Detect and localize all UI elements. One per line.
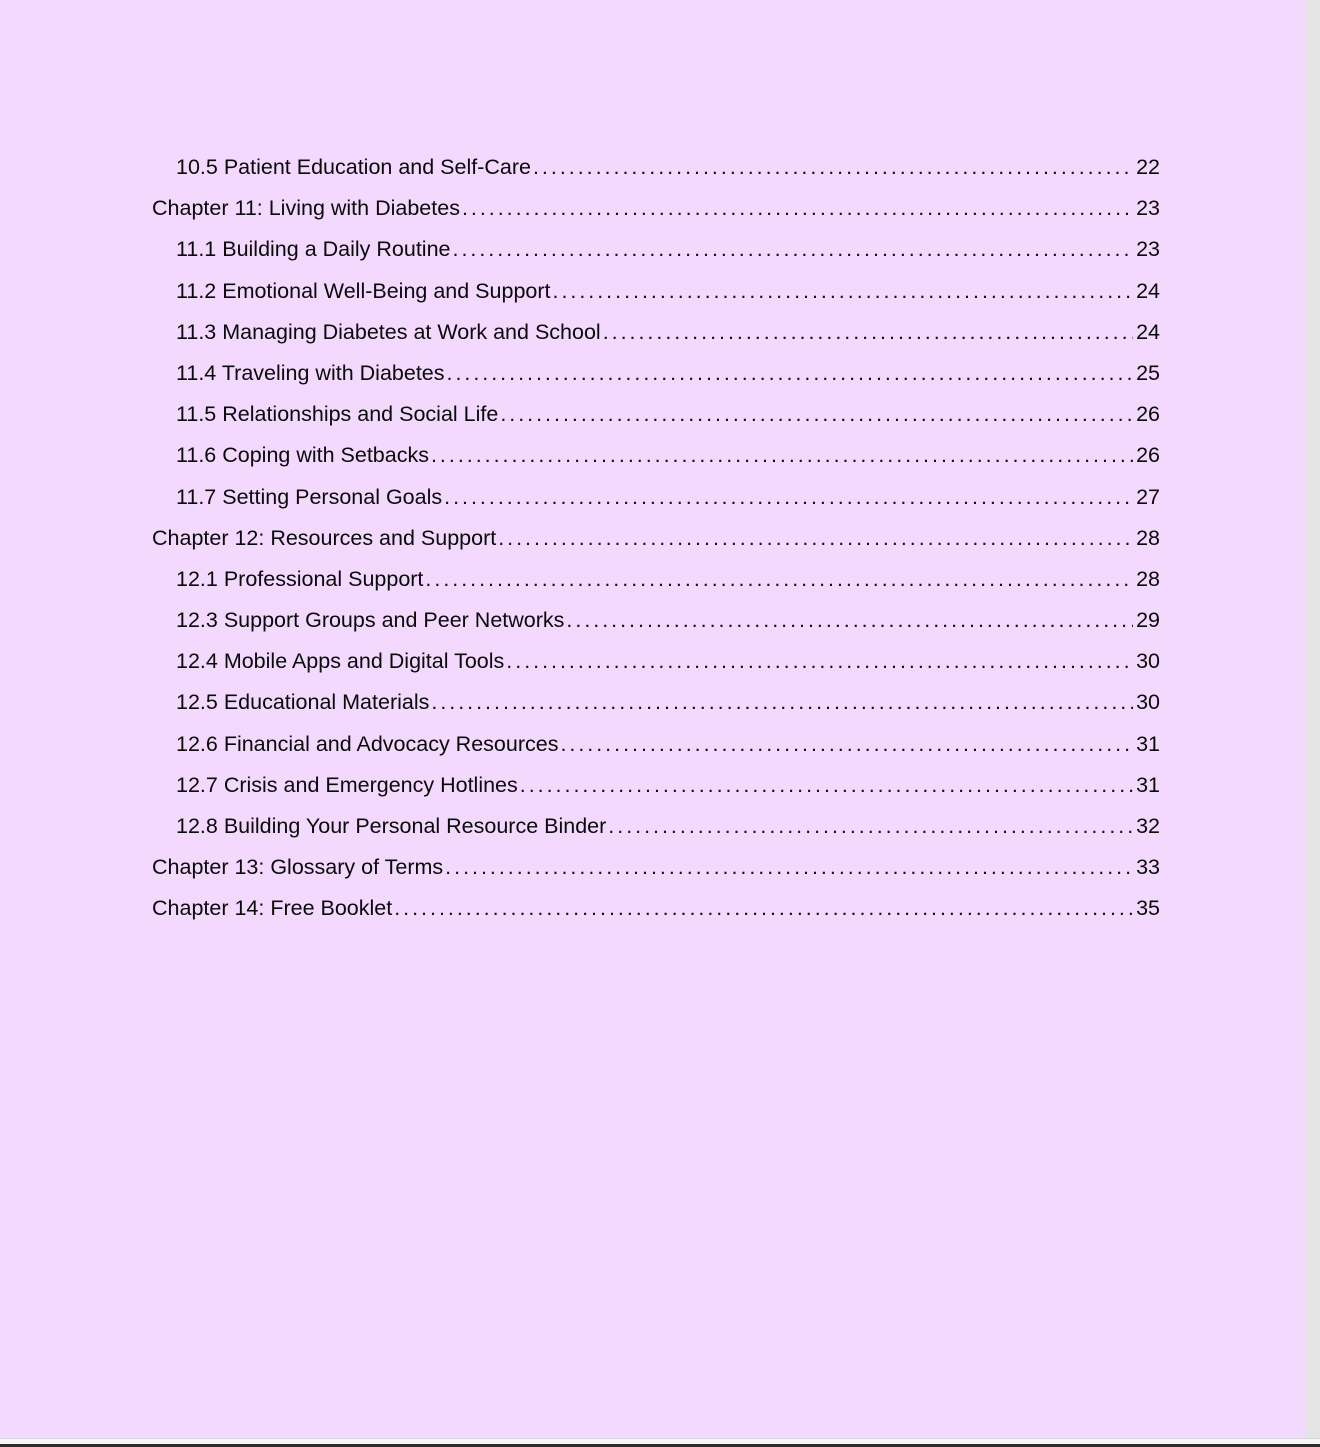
- toc-entry[interactable]: [152, 564, 1160, 605]
- toc-entry[interactable]: [152, 605, 1160, 646]
- toc-entry-title: Chapter 14: Free Booklet: [152, 896, 393, 921]
- viewer-scroll-gutter[interactable]: [1306, 0, 1320, 1438]
- toc-entry-page: 25: [1136, 360, 1160, 385]
- toc-entry-page: 26: [1136, 402, 1160, 427]
- toc-entry-page: 28: [1136, 525, 1160, 550]
- toc-entry[interactable]: [152, 317, 1160, 358]
- toc-entry-title: 11.7 Setting Personal Goals: [176, 484, 443, 509]
- toc-entry-page: 30: [1136, 690, 1160, 715]
- toc-entry-page: 30: [1136, 649, 1160, 674]
- dot-leader: [431, 440, 1133, 470]
- toc-entry[interactable]: [152, 687, 1160, 728]
- toc-entry[interactable]: [152, 646, 1160, 687]
- toc-entry-page: 24: [1136, 278, 1160, 303]
- toc-entry-title: Chapter 13: Glossary of Terms: [152, 855, 444, 880]
- toc-entry-page: 24: [1136, 319, 1160, 344]
- dot-leader: [506, 646, 1133, 676]
- toc-entry-page: 31: [1136, 731, 1160, 756]
- toc-entry[interactable]: [152, 852, 1160, 893]
- dot-leader: [394, 893, 1133, 923]
- toc-entry-title: 11.5 Relationships and Social Life: [176, 402, 499, 427]
- dot-leader: [500, 399, 1133, 429]
- toc-entry-page: 23: [1136, 237, 1160, 262]
- toc-entry-title: 12.3 Support Groups and Peer Networks: [176, 608, 565, 633]
- dot-leader: [603, 317, 1133, 347]
- dot-leader: [453, 234, 1134, 264]
- toc-entry-page: 26: [1136, 443, 1160, 468]
- dot-leader: [520, 770, 1133, 800]
- toc-entry-title: 12.7 Crisis and Emergency Hotlines: [176, 772, 518, 797]
- dot-leader: [498, 523, 1133, 553]
- toc-entry-page: 27: [1136, 484, 1160, 509]
- toc-entry-page: 32: [1136, 814, 1160, 838]
- toc-entry-page: 35: [1136, 896, 1160, 921]
- toc-entry[interactable]: [152, 893, 1160, 934]
- toc-entry[interactable]: [152, 770, 1160, 811]
- toc-entry-title: 12.5 Educational Materials: [176, 690, 430, 715]
- toc-entry[interactable]: [152, 152, 1160, 193]
- toc-entry-title: 12.1 Professional Support: [176, 566, 424, 591]
- dot-leader: [462, 193, 1133, 223]
- toc-entry-title: 11.3 Managing Diabetes at Work and School: [176, 319, 601, 344]
- dot-leader: [553, 276, 1134, 306]
- dot-leader: [566, 605, 1133, 635]
- toc-entry-title: 11.1 Building a Daily Routine: [176, 237, 451, 262]
- toc-entry[interactable]: [152, 276, 1160, 317]
- toc-entry[interactable]: [152, 358, 1160, 399]
- toc-entry-title: 12.8 Building Your Personal Resource Binder: [176, 814, 607, 838]
- toc-entry-page: 22: [1136, 155, 1160, 179]
- toc-entry[interactable]: [152, 440, 1160, 481]
- toc-entry[interactable]: [152, 399, 1160, 440]
- toc-entry-title: 11.2 Emotional Well-Being and Support: [176, 278, 551, 303]
- toc-entry-title: 11.4 Traveling with Diabetes: [176, 360, 445, 385]
- toc-entry-title: Chapter 11: Living with Diabetes: [152, 196, 460, 221]
- dot-leader: [608, 811, 1133, 841]
- toc-entry-title: Chapter 12: Resources and Support: [152, 525, 497, 550]
- dot-leader: [445, 852, 1133, 882]
- toc-entry-title: 11.6 Coping with Setbacks: [176, 443, 429, 468]
- toc-entry[interactable]: [152, 729, 1160, 770]
- dot-leader: [444, 482, 1133, 512]
- dot-leader: [533, 152, 1133, 182]
- toc-entry-page: 23: [1136, 196, 1160, 221]
- dot-leader: [425, 564, 1133, 594]
- toc-entry-page: 33: [1136, 855, 1160, 880]
- toc-entry-title: 12.6 Financial and Advocacy Resources: [176, 731, 559, 756]
- toc-entry[interactable]: [152, 482, 1160, 523]
- toc-entry-title: 12.4 Mobile Apps and Digital Tools: [176, 649, 505, 674]
- dot-leader: [560, 729, 1133, 759]
- toc-entry[interactable]: [152, 193, 1160, 234]
- toc-entry-title: 10.5 Patient Education and Self-Care: [176, 155, 531, 179]
- toc-entry-page: 28: [1136, 566, 1160, 591]
- dot-leader: [431, 687, 1133, 717]
- toc-entry[interactable]: [152, 523, 1160, 564]
- dot-leader: [447, 358, 1134, 388]
- toc-entry-page: 29: [1136, 608, 1160, 633]
- toc-entry-page: 31: [1136, 772, 1160, 797]
- toc-entry[interactable]: [152, 811, 1160, 852]
- toc-entry[interactable]: [152, 234, 1160, 275]
- table-of-contents: [152, 152, 1160, 935]
